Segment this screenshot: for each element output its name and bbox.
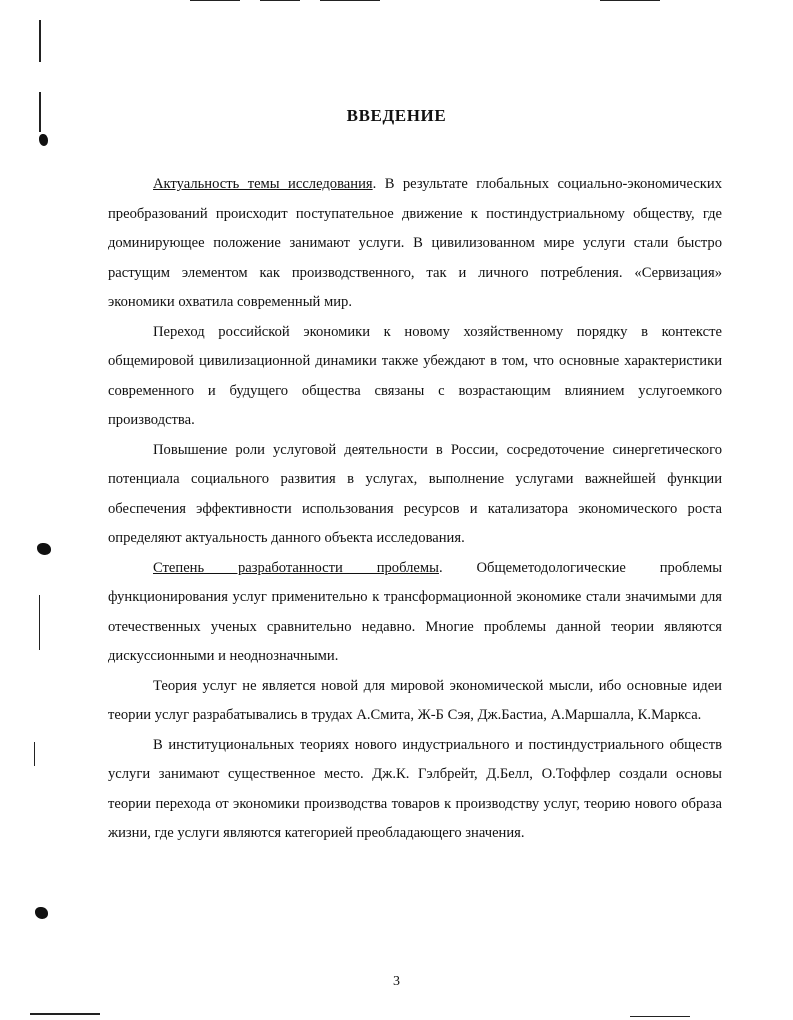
scan-left-line <box>39 595 40 650</box>
scan-top-line <box>260 0 300 1</box>
paragraph-text: Теория услуг не является новой для мировой экономической мысли, ибо основные идеи теории услуг разрабатывались в трудах А.Смита, Ж-Б Сэя, Дж.Бастиа, А.Маршалла, К.Маркса. <box>108 677 722 723</box>
scan-bottom-line <box>630 1016 690 1017</box>
paragraph-text: Повышение роли услуговой деятельности в России, сосредоточение синергетического потенциала социального развития в услугах, выполнение услугами важнейшей функции обеспечения эффективности использования ресурсов и катализатора экономического роста определяют актуальность данного объекта исследования. <box>108 441 722 546</box>
paragraph <box>108 731 722 849</box>
paragraph-heading: Степень разработанности проблемы <box>153 559 439 576</box>
body-text <box>108 170 722 849</box>
paragraph-text: Переход российской экономики к новому хозяйственному порядку в контексте общемировой цивилизационной динамики также убеждают в том, что основные характеристики современного и будущего общества связаны с возрастающим влиянием услугоемкого производства. <box>108 323 722 428</box>
paragraph <box>108 672 722 731</box>
scan-blot <box>35 907 48 919</box>
page-title: ВВЕДЕНИЕ <box>346 106 447 125</box>
scan-top-line <box>190 0 240 1</box>
paragraph-heading: Актуальность темы исследования <box>153 176 373 192</box>
paragraph-text: . В результате глобальных социально-экономических преобразований происходит поступательное движение к постиндустриальному обществу, где доминирующее положение занимают услуги. В цивилизованном мире услуги стали быстро растущим элементом как производственного, так и личного потребления. «Сервизация» экономики охватила современный мир. <box>108 176 722 310</box>
paragraph-text: В институциональных теориях нового индустриального и постиндустриального обществ услуги занимают существенное место. Дж.К. Гэлбрейт, Д.Белл, О.Тоффлер создали основы теории перехода от экономики производства товаров к производству услуг, теорию нового образа жизни, где услуги являются категорией преобладающего значения. <box>108 736 722 841</box>
paragraph <box>108 436 722 554</box>
scan-left-line <box>34 742 35 766</box>
page-number: 3 <box>393 974 400 989</box>
scan-top-line <box>320 0 380 1</box>
paragraph <box>108 170 722 318</box>
scan-blot <box>39 134 48 146</box>
scan-top-line <box>600 0 660 1</box>
paragraph <box>108 318 722 436</box>
scan-left-line <box>39 20 41 62</box>
paragraph-text: . Общеметодологические проблемы функционирования услуг применительно к трансформационной экономике стали значимыми для отечественных ученых сравнительно недавно. Многие проблемы данной теории являются дискуссионными и неоднозначными. <box>108 559 722 664</box>
paragraph <box>108 554 722 672</box>
scan-bottom-line <box>30 1013 100 1015</box>
scan-blot <box>37 543 51 555</box>
